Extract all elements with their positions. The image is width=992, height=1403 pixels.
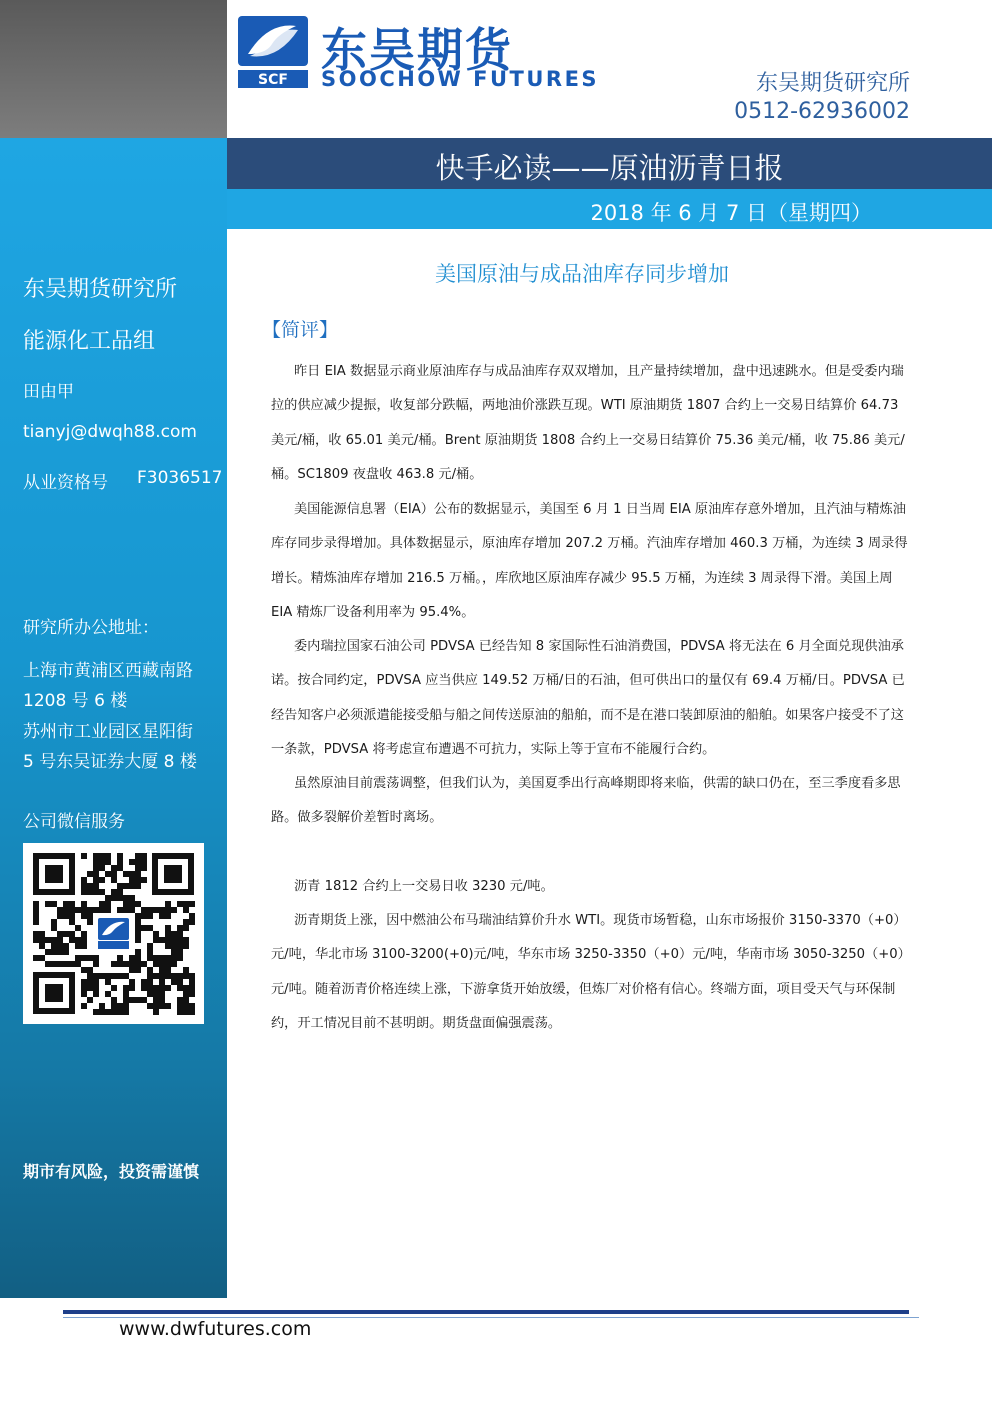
- sidebar-address-line: 上海市黄浦区西藏南路: [23, 661, 193, 681]
- paragraph: 委内瑞拉国家石油公司 PDVSA 已经告知 8 家国际性石油消费国，PDVSA 将无法在 6 月全面兑现供油承诺。按合同约定，PDVSA 应当供应 149.52 万桶/日的石油，但可供出口的量仅有 69.4 万桶/日。PDVSA 已经告知客户必须派遣能接受船与船之间传送原油的船舶，而不是在港口装卸原油的船舶。如果客户接受不了这一条款，PDVSA 将考虑宣布遭遇不可抗力，实际上等于宣布不能履行合约。: [271, 639, 905, 757]
- section-label: 【简评】: [262, 319, 339, 341]
- sidebar: [0, 138, 227, 1298]
- risk-warning: 期市有风险，投资需谨慎: [23, 1162, 200, 1181]
- footer-website-link[interactable]: www.dwfutures.com: [119, 1318, 312, 1340]
- sidebar-license-label: 从业资格号: [23, 473, 108, 493]
- brand-name-cn: 东吴期货: [321, 23, 513, 77]
- wechat-qr-code[interactable]: [23, 843, 204, 1024]
- brand-name-en: SOOCHOW FUTURES: [321, 67, 600, 91]
- sidebar-analyst: 田由甲: [23, 382, 74, 402]
- sidebar-address-line: 1208 号 6 楼: [23, 691, 128, 711]
- company-logo: [238, 16, 308, 92]
- sidebar-address-line: 5 号东吴证券大厦 8 楼: [23, 752, 197, 772]
- report-title: 快手必读——原油沥青日报: [435, 151, 784, 185]
- sidebar-group: 能源化工品组: [23, 329, 156, 354]
- paragraph: 昨日 EIA 数据显示商业原油库存与成品油库存双双增加，且产量持续增加，盘中迅速跳水。但是受委内瑞拉的供应减少提振，收复部分跌幅，两地油价涨跌互现。WTI 原油期货 1807 合约上一交易日结算价 64.73 美元/桶，收 65.01 美元/桶。Brent 原油期货 1808 合约上一交易日结算价 75.36 美元/桶，收 75.86 美元/桶。SC1809 夜盘收 463.8 元/桶。: [271, 364, 905, 482]
- paragraph: 虽然原油目前震荡调整，但我们认为，美国夏季出行高峰期即将来临，供需的缺口仍在，至三季度看多思路。做多裂解价差暂时离场。: [271, 776, 901, 826]
- report-date: 2018 年 6 月 7 日（星期四）: [590, 201, 872, 225]
- paragraph: 美国能源信息署（EIA）公布的数据显示，美国至 6 月 1 日当周 EIA 原油库存意外增加，且汽油与精炼油库存同步录得增加。具体数据显示，原油库存增加 207.2 万桶。汽油库存增加 460.3 万桶，为连续 3 周录得增长。精炼油库存增加 216.5 万桶。，库欣地区原油库存减少 95.5 万桶，为连续 3 周录得下滑。美国上周 EIA 精炼厂设备利用率为 95.4%。: [271, 502, 908, 620]
- sidebar-email[interactable]: tianyj@dwqh88.com: [23, 422, 197, 442]
- sidebar-wechat-label: 公司微信服务: [23, 812, 125, 832]
- sidebar-institute: 东吴期货研究所: [23, 277, 178, 302]
- sidebar-address-label: 研究所办公地址：: [23, 618, 159, 638]
- paragraph: 沥青期货上涨，因中燃油公布马瑞油结算价升水 WTI。现货市场暂稳，山东市场报价 3150-3370（+0）元/吨，华北市场 3100-3200(+0)元/吨，华东市场 3250-3350（+0）元/吨，华南市场 3050-3250（+0） 元/吨。随着沥青价格连续上涨，下游拿货开始放缓，但炼厂对价格有信心。终端方面，项目受天气与环保制约，开工情况目前不甚明朗。期货盘面偏强震荡。: [271, 913, 911, 1031]
- sidebar-license-no: F3036517: [137, 468, 223, 488]
- paragraph: 沥青 1812 合约上一交易日收 3230 元/吨。: [294, 879, 554, 894]
- header-phone: 0512-62936002: [734, 99, 910, 124]
- header-corner-block: [0, 0, 227, 138]
- header-institute: 东吴期货研究所: [755, 71, 910, 96]
- logo-mark-text: SCF: [258, 72, 288, 88]
- footer-divider: [63, 1310, 909, 1314]
- report-headline: 美国原油与成品油库存同步增加: [435, 262, 729, 286]
- sidebar-address-line: 苏州市工业园区星阳街: [23, 722, 193, 742]
